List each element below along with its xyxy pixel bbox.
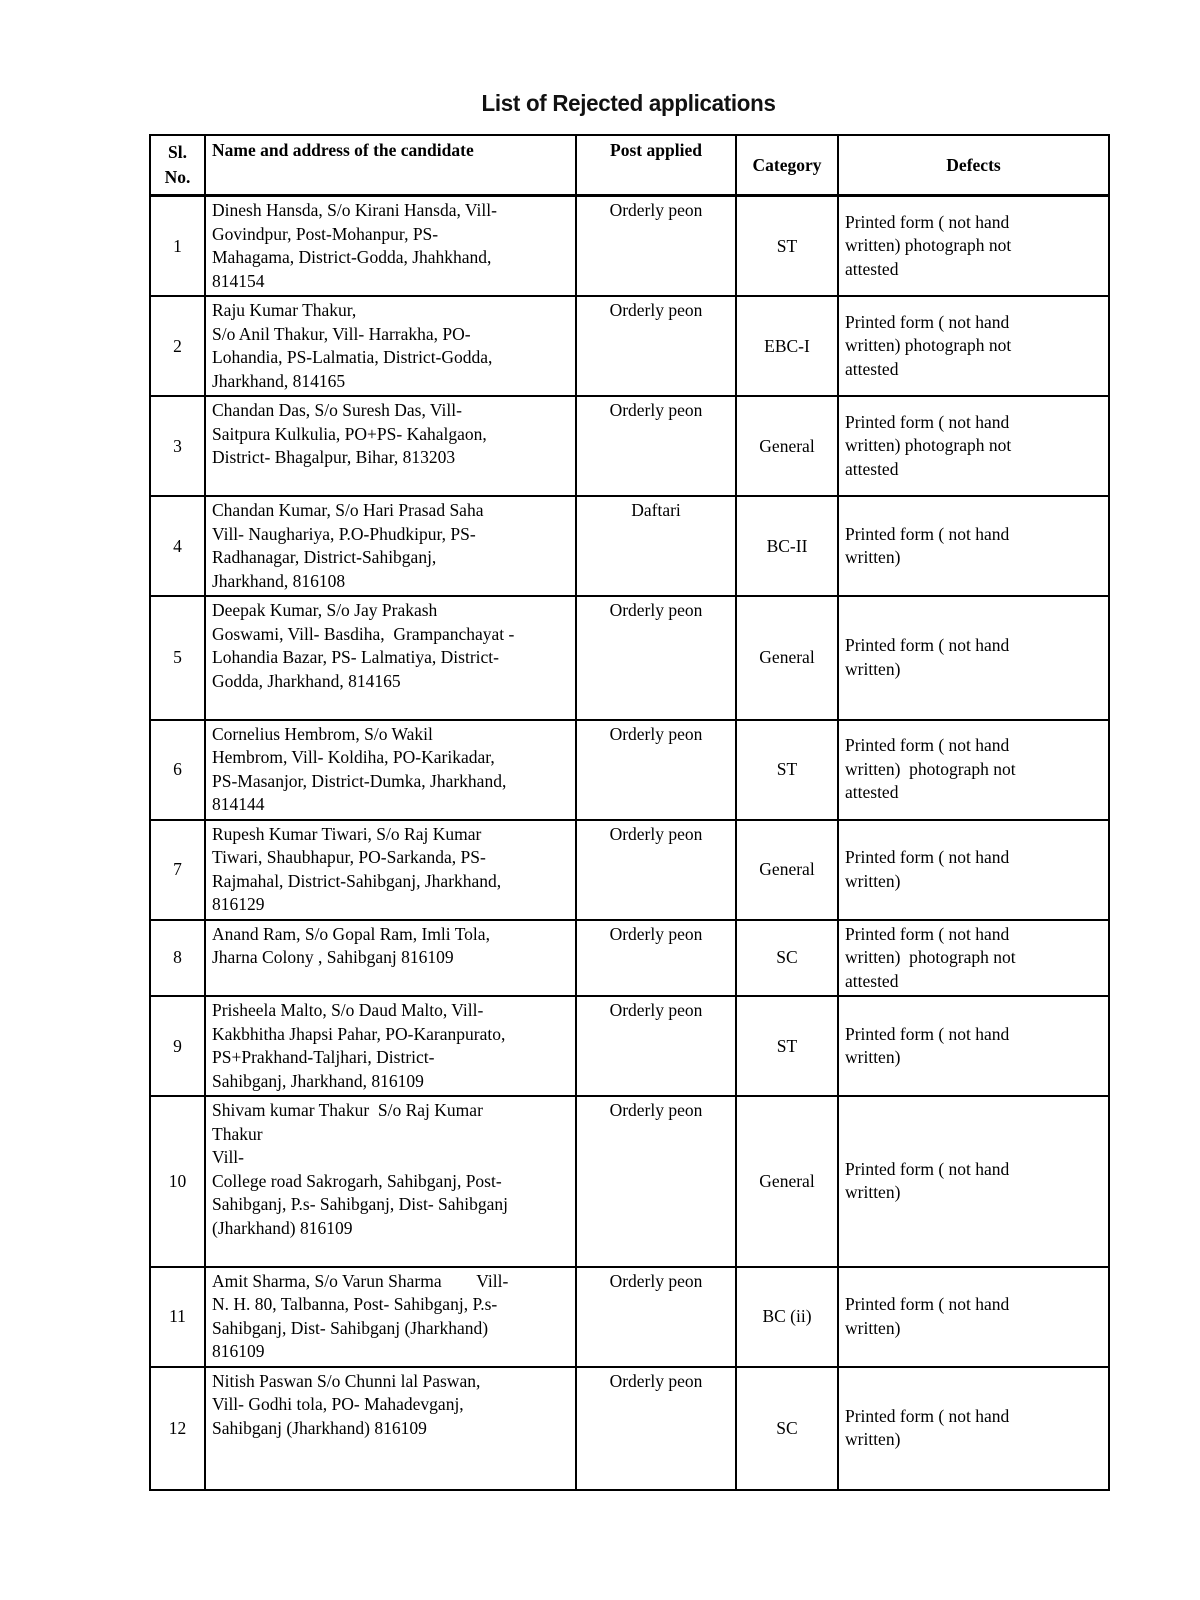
- text-line: Printed form ( not hand: [845, 411, 1010, 432]
- cell-category: BC-II: [736, 496, 838, 596]
- header-sl-no: [150, 135, 205, 196]
- cell-name-address: [205, 496, 576, 596]
- text-line: [212, 693, 571, 717]
- cell-name-address: [205, 920, 576, 997]
- header-name-address: Name and address of the candidate: [205, 135, 576, 196]
- cell-sl-no: 6: [150, 720, 205, 820]
- cell-post-applied: Orderly peon: [576, 196, 736, 297]
- cell-category: EBC-I: [736, 296, 838, 396]
- text-line: Chandan Kumar, S/o Hari Prasad Saha: [212, 500, 484, 520]
- cell-category: SC: [736, 920, 838, 997]
- page-title: List of Rejected applications: [481, 90, 776, 116]
- text-line: Printed form ( not hand: [845, 1294, 1010, 1314]
- cell-sl-no: 12: [150, 1367, 205, 1491]
- cell-sl-no: 4: [150, 496, 205, 596]
- cell-category: General: [736, 596, 838, 720]
- text-line: Thakur Vill-: [212, 1123, 551, 1167]
- cell-sl-no: 3: [150, 396, 205, 496]
- cell-defects: [838, 196, 1109, 297]
- text-line: Sahibganj, Jharkhand, 816109: [212, 1070, 424, 1091]
- text-line: written): [845, 1317, 901, 1338]
- cell-sl-no: 5: [150, 596, 205, 720]
- text-line: Sahibganj, P.s- Sahibganj, Dist- Sahibganj: [212, 1194, 509, 1214]
- text-line: District- Bhagalpur, Bihar, 813203: [212, 447, 456, 467]
- text-line: Prisheela Malto, S/o Daud Malto, Vill-: [212, 1000, 484, 1020]
- text-line: S/o Anil Thakur, Vill- Harrakha, PO-: [212, 323, 471, 344]
- cell-name-address: [205, 396, 576, 496]
- cell-post-applied: Orderly peon: [576, 1096, 736, 1267]
- cell-post-applied: Orderly peon: [576, 296, 736, 396]
- table-row: [150, 496, 1109, 596]
- table-header-row: [150, 135, 1109, 196]
- cell-category: BC (ii): [736, 1267, 838, 1367]
- text-line: Printed form ( not hand: [845, 1405, 1010, 1426]
- text-line: attested: [845, 358, 899, 379]
- text-line: Vill- Godhi tola, PO- Mahadevganj,: [212, 1394, 464, 1414]
- text-line: 816109: [212, 1341, 265, 1361]
- text-line: Raju Kumar Thakur,: [212, 300, 357, 320]
- text-line: Printed form ( not hand: [845, 735, 1010, 756]
- cell-post-applied: Orderly peon: [576, 920, 736, 997]
- text-line: written): [845, 1047, 901, 1067]
- cell-post-applied: Orderly peon: [576, 596, 736, 720]
- cell-name-address: [205, 820, 576, 920]
- text-line: Sahibganj, Dist- Sahibganj (Jharkhand): [212, 1317, 489, 1338]
- rejected-applications-table: [149, 134, 1110, 1491]
- cell-name-address: [205, 720, 576, 820]
- cell-post-applied: Orderly peon: [576, 720, 736, 820]
- cell-sl-no: 10: [150, 1096, 205, 1267]
- cell-sl-no: 9: [150, 996, 205, 1096]
- text-line: 814144: [212, 794, 265, 814]
- cell-defects: [838, 1267, 1109, 1367]
- cell-post-applied: Daftari: [576, 496, 736, 596]
- cell-defects: [838, 820, 1109, 920]
- cell-category: SC: [736, 1367, 838, 1491]
- text-line: Mahagama, District-Godda, Jhahkhand,: [212, 247, 492, 267]
- cell-name-address: [205, 1096, 576, 1267]
- text-line: [212, 1240, 571, 1264]
- text-line: attested: [845, 458, 899, 479]
- cell-category: General: [736, 396, 838, 496]
- cell-sl-no: 11: [150, 1267, 205, 1367]
- text-line: written): [845, 658, 901, 679]
- text-line: attested: [845, 258, 899, 279]
- text-line: Shivam kumar Thakur S/o Raj Kumar: [212, 1100, 483, 1120]
- cell-name-address: [205, 296, 576, 396]
- text-line: [212, 1440, 571, 1464]
- table-row: [150, 820, 1109, 920]
- text-line: attested: [845, 970, 899, 991]
- cell-post-applied: Orderly peon: [576, 996, 736, 1096]
- text-line: Govindpur, Post-Mohanpur, PS-: [212, 223, 439, 244]
- text-line: written) photograph not: [845, 947, 1016, 967]
- cell-category: ST: [736, 720, 838, 820]
- table-row: [150, 196, 1109, 297]
- cell-defects: [838, 296, 1109, 396]
- table-body: [150, 196, 1109, 1491]
- cell-post-applied: Orderly peon: [576, 396, 736, 496]
- text-line: Cornelius Hembrom, S/o Wakil: [212, 723, 433, 744]
- table-row: [150, 1267, 1109, 1367]
- text-line: written) photograph not: [845, 335, 1012, 356]
- table-row: [150, 1096, 1109, 1267]
- text-line: written) photograph not: [845, 235, 1012, 256]
- table-row: [150, 720, 1109, 820]
- text-line: written): [845, 870, 901, 891]
- text-line: written): [845, 1182, 901, 1203]
- cell-name-address: [205, 596, 576, 720]
- text-line: Printed form ( not hand: [845, 211, 1010, 232]
- cell-name-address: [205, 196, 576, 297]
- cell-defects: [838, 1367, 1109, 1491]
- text-line: Chandan Das, S/o Suresh Das, Vill-: [212, 400, 462, 420]
- header-sl-line1: Sl.: [168, 142, 187, 162]
- text-line: PS-Masanjor, District-Dumka, Jharkhand,: [212, 770, 507, 791]
- text-line: Jharna Colony , Sahibganj 816109: [212, 947, 454, 967]
- text-line: Printed form ( not hand: [845, 847, 1010, 867]
- text-line: Amit Sharma, S/o Varun Sharma Vill-: [212, 1270, 509, 1291]
- cell-sl-no: 7: [150, 820, 205, 920]
- header-post-applied: Post applied: [576, 135, 736, 196]
- cell-defects: [838, 496, 1109, 596]
- cell-sl-no: 2: [150, 296, 205, 396]
- table-row: [150, 596, 1109, 720]
- text-line: Radhanagar, District-Sahibganj,: [212, 547, 437, 567]
- cell-category: General: [736, 1096, 838, 1267]
- cell-name-address: [205, 1367, 576, 1491]
- header-category: Category: [736, 135, 838, 196]
- text-line: written) photograph not: [845, 435, 1012, 456]
- cell-name-address: [205, 1267, 576, 1367]
- cell-sl-no: 8: [150, 920, 205, 997]
- title-container: [149, 90, 1108, 117]
- text-line: Lohandia Bazar, PS- Lalmatiya, District-: [212, 647, 499, 667]
- text-line: 814154: [212, 270, 265, 291]
- text-line: Lohandia, PS-Lalmatia, District-Godda,: [212, 347, 493, 367]
- text-line: 816129: [212, 894, 265, 914]
- cell-defects: [838, 396, 1109, 496]
- text-line: Dinesh Hansda, S/o Kirani Hansda, Vill-: [212, 200, 497, 220]
- text-line: written) photograph not: [845, 758, 1016, 779]
- text-line: Kakbhitha Jhapsi Pahar, PO-Karanpurato,: [212, 1023, 506, 1044]
- text-line: Rupesh Kumar Tiwari, S/o Raj Kumar: [212, 823, 482, 844]
- cell-post-applied: Orderly peon: [576, 1267, 736, 1367]
- text-line: Printed form ( not hand: [845, 311, 1010, 332]
- cell-category: ST: [736, 996, 838, 1096]
- text-line: attested: [845, 782, 899, 803]
- text-line: Printed form ( not hand: [845, 635, 1010, 656]
- text-line: Printed form ( not hand: [845, 1158, 1010, 1179]
- cell-post-applied: Orderly peon: [576, 1367, 736, 1491]
- text-line: Jharkhand, 814165: [212, 370, 346, 391]
- text-line: N. H. 80, Talbanna, Post- Sahibganj, P.s-: [212, 1294, 498, 1314]
- text-line: Anand Ram, S/o Gopal Ram, Imli Tola,: [212, 923, 490, 944]
- text-line: Rajmahal, District-Sahibganj, Jharkhand,: [212, 870, 502, 891]
- text-line: written): [845, 1429, 901, 1450]
- text-line: Saitpura Kulkulia, PO+PS- Kahalgaon,: [212, 423, 487, 444]
- cell-defects: [838, 720, 1109, 820]
- text-line: Sahibganj (Jharkhand) 816109: [212, 1417, 427, 1438]
- table-row: [150, 996, 1109, 1096]
- cell-defects: [838, 1096, 1109, 1267]
- cell-defects: [838, 920, 1109, 997]
- text-line: Vill- Naughariya, P.O-Phudkipur, PS-: [212, 523, 476, 544]
- text-line: Jharkhand, 816108: [212, 570, 346, 591]
- table-row: [150, 1367, 1109, 1491]
- cell-post-applied: Orderly peon: [576, 820, 736, 920]
- text-line: Goswami, Vill- Basdiha, Grampanchayat -: [212, 623, 515, 644]
- text-line: written): [845, 547, 901, 567]
- text-line: (Jharkhand) 816109: [212, 1217, 353, 1238]
- text-line: Godda, Jharkhand, 814165: [212, 670, 401, 691]
- text-line: [212, 1464, 571, 1488]
- text-line: Printed form ( not hand: [845, 1023, 1010, 1044]
- cell-sl-no: 1: [150, 196, 205, 297]
- text-line: College road Sakrogarh, Sahibganj, Post-: [212, 1170, 502, 1191]
- text-line: Printed form ( not hand: [845, 523, 1010, 544]
- table-row: [150, 920, 1109, 997]
- text-line: Hembrom, Vill- Koldiha, PO-Karikadar,: [212, 747, 495, 767]
- table-row: [150, 396, 1109, 496]
- cell-defects: [838, 996, 1109, 1096]
- text-line: [212, 970, 571, 994]
- text-line: Printed form ( not hand: [845, 923, 1010, 944]
- cell-category: ST: [736, 196, 838, 297]
- text-line: Deepak Kumar, S/o Jay Prakash: [212, 600, 438, 620]
- cell-name-address: [205, 996, 576, 1096]
- header-sl-line2: No.: [164, 167, 191, 187]
- header-defects: Defects: [838, 135, 1109, 196]
- text-line: [212, 470, 571, 494]
- table-row: [150, 296, 1109, 396]
- cell-defects: [838, 596, 1109, 720]
- text-line: Tiwari, Shaubhapur, PO-Sarkanda, PS-: [212, 847, 486, 867]
- text-line: Nitish Paswan S/o Chunni lal Paswan,: [212, 1370, 481, 1391]
- cell-category: General: [736, 820, 838, 920]
- text-line: PS+Prakhand-Taljhari, District-: [212, 1047, 435, 1067]
